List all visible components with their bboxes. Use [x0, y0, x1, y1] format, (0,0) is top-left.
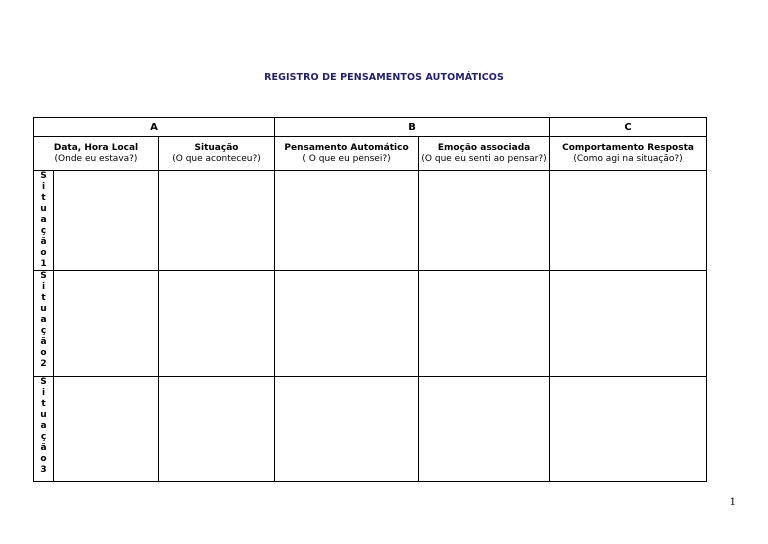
row-label-char: o	[40, 248, 47, 258]
cell-behavior[interactable]	[550, 271, 707, 377]
cell-behavior[interactable]	[550, 377, 707, 482]
row-label-situation-2	[34, 271, 54, 377]
cell-date[interactable]	[54, 377, 159, 482]
column-header-emotion	[419, 137, 550, 171]
cell-thought[interactable]	[275, 377, 419, 482]
cell-date[interactable]	[54, 171, 159, 271]
row-label-char: 1	[40, 259, 47, 269]
cell-situation[interactable]	[159, 271, 275, 377]
row-label-char: t	[41, 399, 46, 409]
row-label-char: a	[40, 421, 47, 431]
row-label-char: o	[40, 454, 47, 464]
cell-situation[interactable]	[159, 377, 275, 482]
column-header-subtitle: (O que eu senti ao pensar?)	[421, 153, 547, 164]
column-header-title: Comportamento Resposta	[562, 142, 694, 153]
page-number: 1	[729, 497, 736, 508]
group-header-row	[34, 118, 707, 137]
column-header-title: Pensamento Automático	[284, 142, 409, 153]
column-header-situation	[159, 137, 275, 171]
column-header-title: Emoção associada	[437, 142, 531, 153]
table-row	[34, 271, 707, 377]
row-label-situation-1	[34, 171, 54, 271]
row-label-char: S	[40, 377, 47, 387]
column-header-subtitle: (Como agi na situação?)	[573, 153, 683, 164]
column-header-date	[34, 137, 159, 171]
row-label-char: ã	[40, 337, 47, 347]
column-header-subtitle: (O que aconteceu?)	[172, 153, 261, 164]
row-label-char: 3	[40, 465, 47, 475]
cell-emotion[interactable]	[419, 171, 550, 271]
page-title: REGISTRO DE PENSAMENTOS AUTOMÁTICOS	[264, 72, 504, 83]
row-label-char: ç	[40, 326, 47, 336]
group-a-header: A	[34, 118, 275, 137]
row-label-char: ç	[40, 432, 47, 442]
row-label-char: i	[41, 388, 46, 398]
column-header-title: Data, Hora Local	[53, 142, 139, 153]
column-header-thought	[275, 137, 419, 171]
row-label-char: S	[40, 271, 47, 281]
row-label-char: o	[40, 348, 47, 358]
column-header-behavior	[550, 137, 707, 171]
cell-thought[interactable]	[275, 171, 419, 271]
row-label-char: ç	[40, 226, 47, 236]
column-header-subtitle: ( O que eu pensei?)	[302, 153, 391, 164]
thought-record-table	[33, 117, 707, 482]
cell-date[interactable]	[54, 271, 159, 377]
row-label-char: a	[40, 315, 47, 325]
row-label-char: ã	[40, 237, 47, 247]
group-b-header: B	[275, 118, 550, 137]
column-header-row	[34, 137, 707, 171]
row-label-char: t	[41, 193, 46, 203]
row-label-char: u	[40, 304, 47, 314]
column-header-title: Situação	[194, 142, 239, 153]
cell-situation[interactable]	[159, 171, 275, 271]
group-c-header: C	[550, 118, 707, 137]
row-label-char: ã	[40, 443, 47, 453]
cell-emotion[interactable]	[419, 271, 550, 377]
row-label-char: a	[40, 215, 47, 225]
cell-behavior[interactable]	[550, 171, 707, 271]
row-label-char: u	[40, 410, 47, 420]
table-row	[34, 171, 707, 271]
row-label-char: 2	[40, 359, 47, 369]
table-row	[34, 377, 707, 482]
row-label-situation-3	[34, 377, 54, 482]
row-label-char: u	[40, 204, 47, 214]
column-header-subtitle: (Onde eu estava?)	[54, 153, 138, 164]
row-label-char: t	[41, 293, 46, 303]
row-label-char: i	[41, 182, 46, 192]
row-label-char: S	[40, 171, 47, 181]
row-label-char: i	[41, 282, 46, 292]
cell-thought[interactable]	[275, 271, 419, 377]
cell-emotion[interactable]	[419, 377, 550, 482]
